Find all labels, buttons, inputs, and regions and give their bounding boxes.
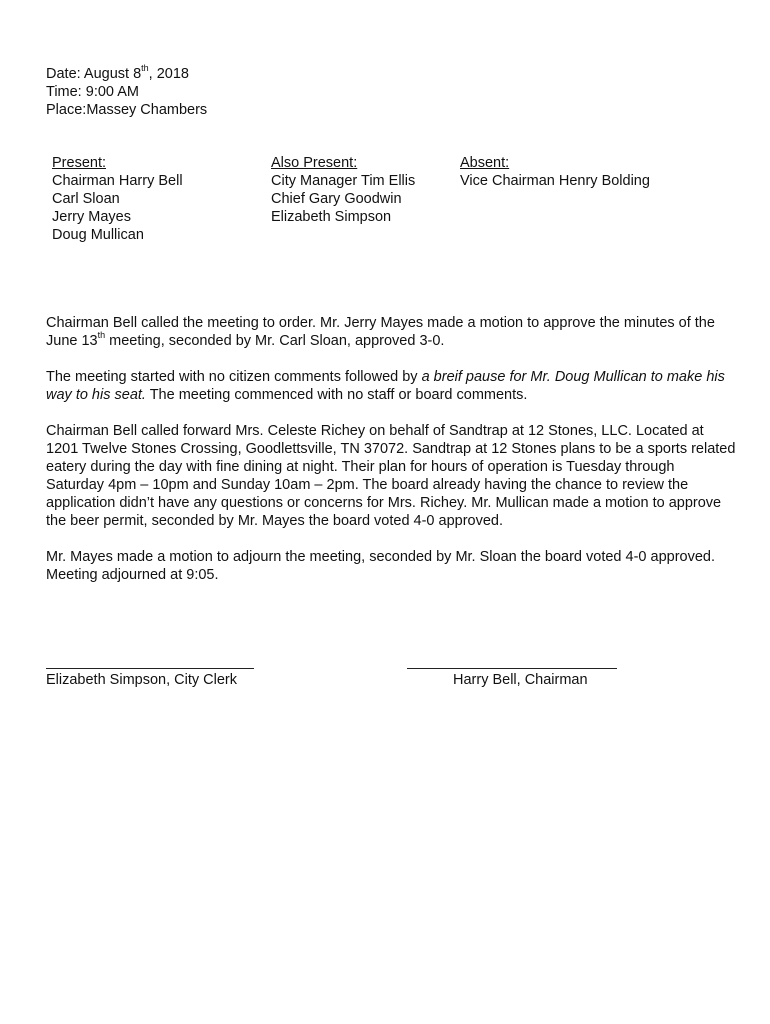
also-present-heading: Also Present: bbox=[271, 155, 358, 171]
paragraph-text: Chairman Bell called the meeting to order. Mr. Jerry Mayes made a motion to approve the minutes of the June 13 bbox=[46, 315, 715, 349]
chairman-signature-name: Harry Bell, Chairman bbox=[453, 672, 588, 688]
paragraph-beer-permit: Chairman Bell called forward Mrs. Celeste Richey on behalf of Sandtrap at 12 Stones, LLC. Located at 1201 Twelve Stones Crossing, Goodlettsville, TN 37072. Sandtrap at 12 Stones plans to be a sports related eatery during the day with fine dining at night. Their plan for hours of operation is Tuesday through Saturday 4pm – 10pm and Sunday 10am – 2pm. The board already having the chance to review the application didn’t have any questions or concerns for Mrs. Richey. Mr. Mullican made a motion to approve the beer permit, seconded by Mr. Mayes the board voted 4-0 approved. bbox=[46, 423, 736, 529]
place-label: Place: bbox=[46, 102, 87, 118]
signature-line bbox=[407, 654, 617, 669]
place-value: Massey Chambers bbox=[86, 102, 208, 118]
time-value: 9:00 AM bbox=[85, 84, 139, 100]
time-label: Time: bbox=[46, 84, 82, 100]
date-value-main: August 8 bbox=[83, 66, 142, 82]
chairman-signature-block bbox=[407, 654, 619, 689]
ordinal-suffix: th bbox=[97, 330, 106, 341]
paragraph-citizen-comments bbox=[46, 368, 736, 404]
date-value-year: , 2018 bbox=[148, 66, 189, 82]
also-present-name: City Manager Tim Ellis bbox=[271, 173, 416, 189]
time-row bbox=[46, 83, 207, 101]
present-name: Doug Mullican bbox=[52, 227, 144, 243]
paragraph-text: The meeting commenced with no staff or board comments. bbox=[145, 387, 528, 403]
meeting-header bbox=[46, 65, 207, 119]
paragraph-text: The meeting started with no citizen comments followed by bbox=[46, 369, 422, 385]
present-name: Carl Sloan bbox=[52, 191, 120, 207]
clerk-signature-name: Elizabeth Simpson, City Clerk bbox=[46, 672, 237, 688]
present-name: Jerry Mayes bbox=[52, 209, 131, 225]
place-row bbox=[46, 101, 207, 119]
absent-name: Vice Chairman Henry Bolding bbox=[460, 173, 650, 189]
date-label: Date: bbox=[46, 66, 81, 82]
date-row bbox=[46, 65, 207, 83]
date-value-suffix: th bbox=[141, 63, 149, 74]
paragraph-adjourn: Mr. Mayes made a motion to adjourn the meeting, seconded by Mr. Sloan the board voted 4-0 approved. Meeting adjourned at 9:05. bbox=[46, 549, 716, 583]
present-name: Chairman Harry Bell bbox=[52, 173, 183, 189]
paragraph-text: meeting, seconded by Mr. Carl Sloan, approved 3-0. bbox=[105, 333, 445, 349]
date-value bbox=[83, 63, 189, 82]
present-heading: Present: bbox=[52, 155, 106, 171]
absent-column bbox=[460, 154, 650, 190]
clerk-signature-block bbox=[46, 654, 256, 689]
minutes-body bbox=[46, 314, 736, 602]
also-present-column bbox=[271, 154, 415, 226]
also-present-name: Chief Gary Goodwin bbox=[271, 191, 402, 207]
signature-line bbox=[46, 654, 254, 669]
paragraph-call-to-order bbox=[46, 314, 736, 350]
present-column bbox=[52, 154, 183, 244]
italic-note: a breif pause for Mr. Doug Mullican to make his way to his seat. bbox=[46, 369, 725, 403]
also-present-name: Elizabeth Simpson bbox=[271, 209, 392, 225]
absent-heading: Absent: bbox=[460, 155, 510, 171]
